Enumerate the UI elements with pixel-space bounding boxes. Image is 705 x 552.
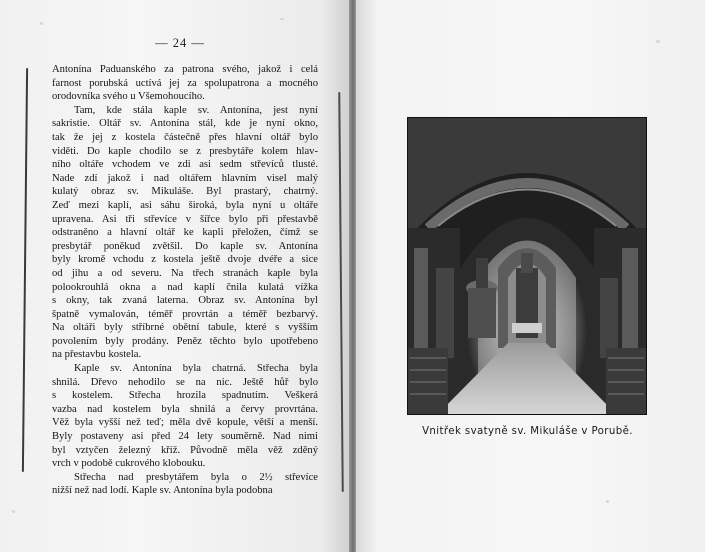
paragraph [52, 63, 318, 104]
paper-speck [12, 510, 15, 513]
text-line: s kostelem. Střecha hrozila spadnutím. Veškerá [52, 390, 318, 402]
paragraph [52, 104, 318, 362]
text-line: kulatý obraz sv. Mikuláše. Byl prastarý, chatrný. [52, 186, 318, 198]
text-line: vazba nad kostelem byla shnilá a červy provrtána. [52, 403, 318, 415]
text-line: presbytář poněkud zvětšil. Do kaple sv. Antonína [52, 240, 318, 252]
text-line: sakristie. Oltář sv. Antonína stál, kde je nyní okno, [52, 118, 318, 130]
paper-speck [40, 22, 43, 25]
text-line: Byly postaveny asi před 24 lety souměrně. Nad nimi [52, 431, 318, 443]
text-line: nižší než nad lodí. Kaple sv. Antonína byla podobna [52, 485, 273, 497]
text-line: polookrouhlá okna a nad kaplí čnila kulatá vížka [52, 281, 318, 293]
paragraph [52, 471, 318, 498]
text-line: povolením byly prodány. Peněz těchto bylo upotřebeno [52, 335, 318, 347]
paper-speck [606, 500, 609, 503]
paragraph [52, 362, 318, 471]
text-line: tak že jej z kostela částečně přes hlavní oltář bylo [52, 131, 318, 143]
text-line: Antonína Paduanského za patrona svého, jakož i celá [52, 64, 318, 75]
text-line: Nade zdí jakož i nad oltářem hlavním visel malý [52, 172, 318, 184]
text-line: Tam, kde stála kaple sv. Antonína, jest nyní [74, 104, 318, 116]
pencil-margin-mark-right [338, 92, 343, 492]
text-line: orodovníka svého u Všemohoucího. [52, 91, 205, 103]
paper-speck [280, 18, 284, 20]
paper-speck [656, 40, 660, 43]
church-interior-photo [407, 117, 647, 415]
text-line: s okny, tak zvaná laterna. Obraz sv. Antonína byl [52, 295, 318, 307]
pencil-margin-mark-left [22, 68, 28, 472]
text-line: viděti. Do kaple chodilo se z presbytáře kolem hlav- [52, 145, 318, 157]
text-line: na přestavbu kostela. [52, 349, 142, 361]
text-line: Věž byla vyšší než teď; měla dvě kopule, větší a menší. [52, 417, 318, 429]
text-line: shnilá. Dřevo nehodilo se na nic. Ještě hůř bylo [52, 376, 318, 388]
text-line: odstraněno a hlavní oltář ke kapli přeložen, čímž se [52, 227, 318, 239]
text-line: farnost porubská uctívá jej za spolupatrona a mocného [52, 77, 318, 89]
text-line: od jihu a od severu. Na třech stranách kaple byla [52, 267, 318, 279]
photo-caption: Vnitřek svatyně sv. Mikuláše v Porubě. [422, 426, 633, 437]
text-line: Na oltáři byly stříbrné obětní tabule, které s vyšším [52, 322, 318, 334]
text-line: Střecha nad presbytářem byla o 2½ střevíce [74, 471, 318, 483]
body-text [52, 63, 318, 498]
text-line: Kaple sv. Antonína byla chatrná. Střecha byla [74, 363, 318, 375]
church-interior-illustration [408, 118, 646, 414]
text-line: upravena. Asi tři střevíce v šířce bylo při přestavbě [52, 213, 318, 225]
page-number: — 24 — [155, 36, 205, 50]
text-line: špatně vymalován, téměř provrtán a téměř bezbarvý. [52, 308, 318, 320]
text-line: byly kromě vchodu z kostela ještě dvoje dvéře a sice [52, 254, 318, 266]
text-line: Zeď mezi kaplí, asi sáhu široká, byla nyní u oltáře [52, 199, 318, 211]
text-line: byl vztyčen železný kříž. Původně měla věž zděný [52, 444, 318, 456]
left-page [0, 0, 350, 552]
text-line: ního oltáře vchodem ve zdi asi sedm střevíců tlusté. [52, 159, 318, 171]
text-line: vrch v podobě cukrového klobouku. [52, 458, 206, 470]
